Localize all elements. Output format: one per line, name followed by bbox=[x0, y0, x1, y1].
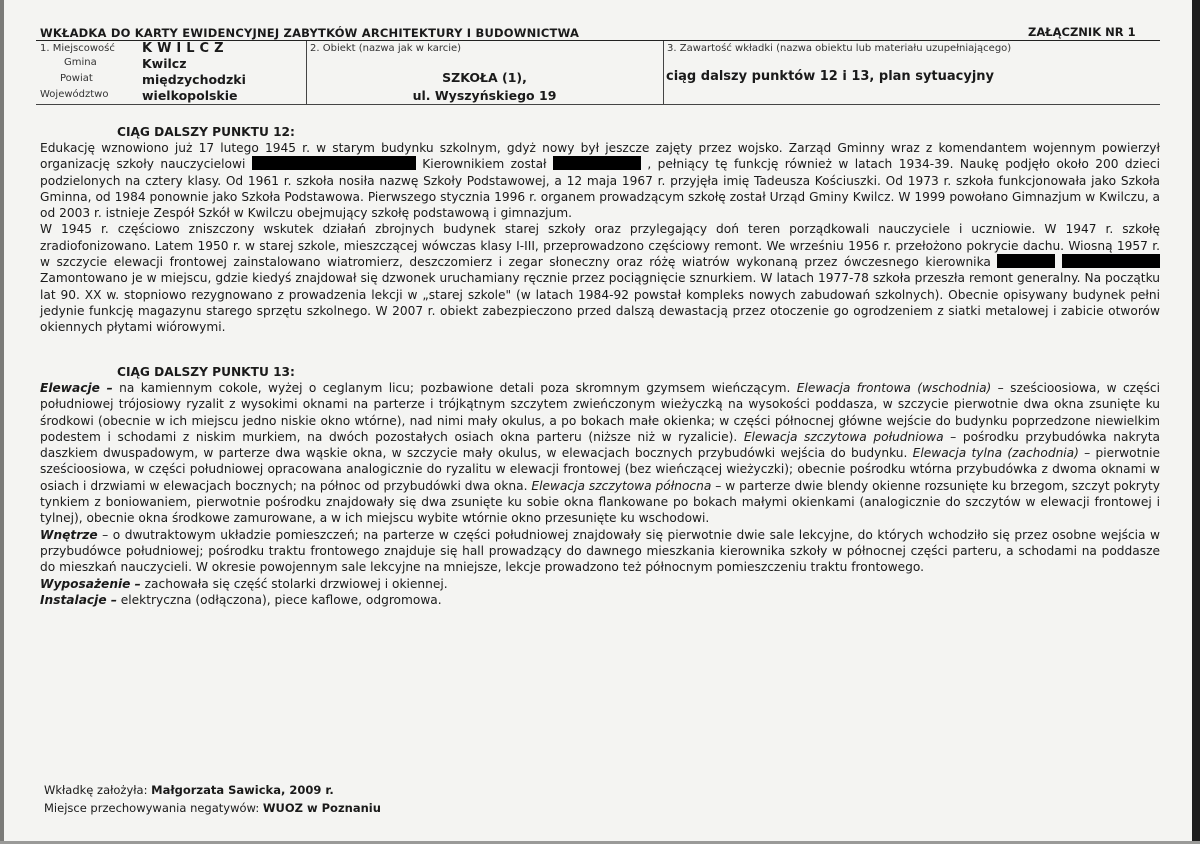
county-value: międzychodzki bbox=[142, 72, 246, 87]
section-12-p1a: Edukację wznowiono już 17 lutego 1945 r. w starym budynku szkolnym, gdyż nowy był jeszcze zajęty przez wojsko. Zarząd Gminny wraz z komendantem wojennym powierzył organizację szkoły nauczycielowi bbox=[40, 141, 1160, 172]
voivodeship-label: Województwo bbox=[40, 89, 109, 100]
footer-storage bbox=[44, 801, 381, 815]
scan-edge-left bbox=[0, 0, 4, 844]
section-12-p2b: Zamontowano je w miejscu, gdzie kiedyś znajdował się dzwonek uruchamiany ręcznie przez pociągnięcie sznurkiem. W latach 1977-78 szkoła przeszła remont generalny. Na początku lat 90. XX w. stopniowo rezygnowano z prowadzenia lekcji w „starej szkole" (w latach 1984-92 powstał kompleks nowych zabudowań szkolnych). Obecnie opisywany budynek pełni jedynie funkcję magazynu starego sprzętu szkolnego. W 2007 r. obiekt zabezpieczono przed dalszą dewastacją przez otoczenie go ogrodzeniem z siatki metalowej i zabicie otworów okiennych płytami wiórowymi. bbox=[40, 271, 1160, 335]
town-label: 1. Miejscowość bbox=[40, 43, 115, 54]
voivodeship-value: wielkopolskie bbox=[142, 88, 238, 103]
location-box bbox=[36, 41, 307, 105]
elewacja-frontowa-term: Elewacja frontowa (wschodnia) bbox=[796, 381, 992, 395]
elewacje-term: Elewacje – bbox=[40, 381, 113, 395]
section-13-body bbox=[40, 380, 1160, 608]
elewacje-text-d: – pierwotnie sześcioosiowa, w części południowej opracowana analogicznie do ryzalitu w elewacji frontowej (bez wieńczącej wieżyczki); obecnie pośrodku wtórna przybudówka z dwoma oknami w osiach i drzwiami w elewacjach bocznych; na północ od przybudówki dwa okna. bbox=[40, 446, 1160, 493]
elewacje-text-e: – w parterze dwie blendy okienne rozsunięte ku brzegom, szczyt pokryty tynkiem z boniowaniem, pierwotnie pośrodku znajdowały się dwa zsunięte ku sobie okna flankowane po bokach małymi okienkami (analogicznie do szczytów w elewacji frontowej i tylnej), obecnie okna środkowe zamurowane, a w ich miejscu wybite wtórnie okno przesunięte ku wschodowi. bbox=[40, 478, 1160, 526]
contents-value: ciąg dalszy punktów 12 i 13, plan sytuacyjny bbox=[666, 69, 995, 84]
instalacje-term: Instalacje – bbox=[40, 592, 117, 607]
storage-value: WUOZ w Poznaniu bbox=[262, 801, 381, 815]
elewacja-polnocna-term: Elewacja szczytowa północna bbox=[531, 478, 712, 493]
contents-label: 3. Zawartość wkładki (nazwa obiektu lub materiału uzupełniającego) bbox=[667, 43, 1012, 54]
redaction-block bbox=[252, 156, 416, 170]
object-name-line1: SZKOŁA (1), bbox=[442, 70, 527, 85]
footer-author bbox=[44, 783, 334, 797]
storage-label: Miejsce przechowywania negatywów: bbox=[44, 801, 260, 815]
wnetrze-term: Wnętrze bbox=[40, 527, 98, 542]
elewacje-text-c: – pośrodku przybudówka nakryta daszkiem dwuspadowym, w parterze dwa wąskie okna, w szczycie mały okulus, w elewacjach bocznych przybudówki wejścia do budynku. bbox=[40, 429, 1160, 461]
object-label: 2. Obiekt (nazwa jak w karcie) bbox=[310, 43, 462, 54]
instalacje-text: elektryczna (odłączona), piece kaflowe, odgromowa. bbox=[116, 592, 442, 607]
section-12-p1b: Kierownikiem został bbox=[422, 157, 547, 172]
county-label: Powiat bbox=[60, 73, 93, 84]
wyposazenie-text: zachowała się część stolarki drzwiowej i okiennej. bbox=[140, 576, 448, 591]
section-12-heading: CIĄG DALSZY PUNKTU 12: bbox=[117, 125, 295, 139]
object-name-line2: ul. Wyszyńskiego 19 bbox=[412, 88, 557, 103]
author-value: Małgorzata Sawicka, 2009 r. bbox=[151, 783, 334, 797]
section-12-p1c: , pełniący tę funkcję również w latach 1934-39. Naukę podjęło około 200 dzieci podzielonych na cztery klasy. Od 1961 r. szkoła nosiła nazwę Szkoły Podstawowej, a 12 maja 1967 r. przyjęła imię Tadeusza Kościuszki. Od 1973 r. szkoła funkcjonowała jako Szkoła Gminna, od 1984 ponownie jako Szkoła Podstawowa. Pierwszego stycznia 1996 r. organem prowadzącym szkołę został Urząd Gminy Kwilcz. W 1999 powołano Gimnazjum w Kwilczu, a od 2003 r. istnieje Zespół Szkół w Kwilczu obejmujący szkołę podstawową i gimnazjum. bbox=[40, 157, 1161, 221]
elewacja-tylna-term: Elewacja tylna (zachodnia) bbox=[912, 446, 1079, 461]
author-label: Wkładkę założyła: bbox=[44, 783, 148, 797]
section-12-body bbox=[40, 140, 1160, 336]
redaction-block bbox=[553, 156, 641, 170]
annex-label: ZAŁĄCZNIK NR 1 bbox=[1028, 25, 1136, 39]
object-box bbox=[306, 41, 664, 105]
town-value: KWILCZ bbox=[142, 41, 229, 56]
elewacje-text-b: – sześcioosiowa, w części południowej trójosiowy ryzalit z wysokimi oknami na parterze i trójkątnym szczytem zwieńczonym wieżyczką na wysokości poddasza, w szczycie pierwotnie dwa okna zsunięte ku środkowi (obecnie w ich miejscu jedno niskie okno wtórne), nad nimi mały okulus, a po bokach małe okienka; w części północnej główne wejście do budynku poprzedzone niewielkim podestem i schodami z niskim murkiem, na dwóch pozostałych osiach okna parteru (niższe niż w ryzalicie). bbox=[40, 381, 1161, 444]
document-title: WKŁADKA DO KARTY EWIDENCYJNEJ ZABYTKÓW ARCHITEKTURY I BUDOWNICTWA bbox=[40, 26, 580, 40]
redaction-block bbox=[1062, 254, 1160, 268]
elewacje-text-a: na kamiennym cokole, wyżej o ceglanym licu; pozbawione detali poza skromnym gzymsem wieńczącym. bbox=[112, 381, 797, 395]
section-13-heading: CIĄG DALSZY PUNKTU 13: bbox=[117, 365, 295, 379]
redaction-block bbox=[997, 254, 1055, 268]
commune-label: Gmina bbox=[64, 57, 97, 68]
elewacja-poludniowa-term: Elewacja szczytowa południowa bbox=[743, 429, 944, 444]
wnetrze-text: – o dwutraktowym układzie pomieszczeń; na parterze w części południowej znajdowały się pierwotnie dwie sale lekcyjne, do których wchodziło się przez osobne wejścia w przybudówce południowej; pośrodku traktu frontowego znajduje się hall prowadzący do dawnego mieszkania kierownika szkoły w północnej części parteru, a schodami na poddasze do mieszkań nauczycieli. W okresie powojennym sale lekcyjne na mniejsze, lekcje prowadzono też północnym pomieszczeniu traktu frontowego. bbox=[40, 527, 1160, 575]
contents-box bbox=[663, 41, 1160, 105]
commune-value: Kwilcz bbox=[142, 56, 187, 71]
wyposazenie-term: Wyposażenie – bbox=[40, 576, 141, 591]
scan-edge-right bbox=[1192, 0, 1200, 844]
section-12-p2a: W 1945 r. częściowo zniszczony wskutek działań zbrojnych budynek starej szkoły oraz przylegający doń teren porządkowali nauczyciele i uczniowie. W 1947 r. szkołę zradiofonizowano. Latem 1950 r. w starej szkole, mieszczącej wówczas klasy I-III, przeprowadzono częściowy remont. We wrześniu 1956 r. przełożono pokrycie dachu. Wiosną 1957 r. w szczycie elewacji frontowej zainstalowano wiatromierz, deszczomierz i zegar słoneczny oraz różę wiatrów wykonaną przez ówczesnego kierownika bbox=[40, 222, 1160, 270]
